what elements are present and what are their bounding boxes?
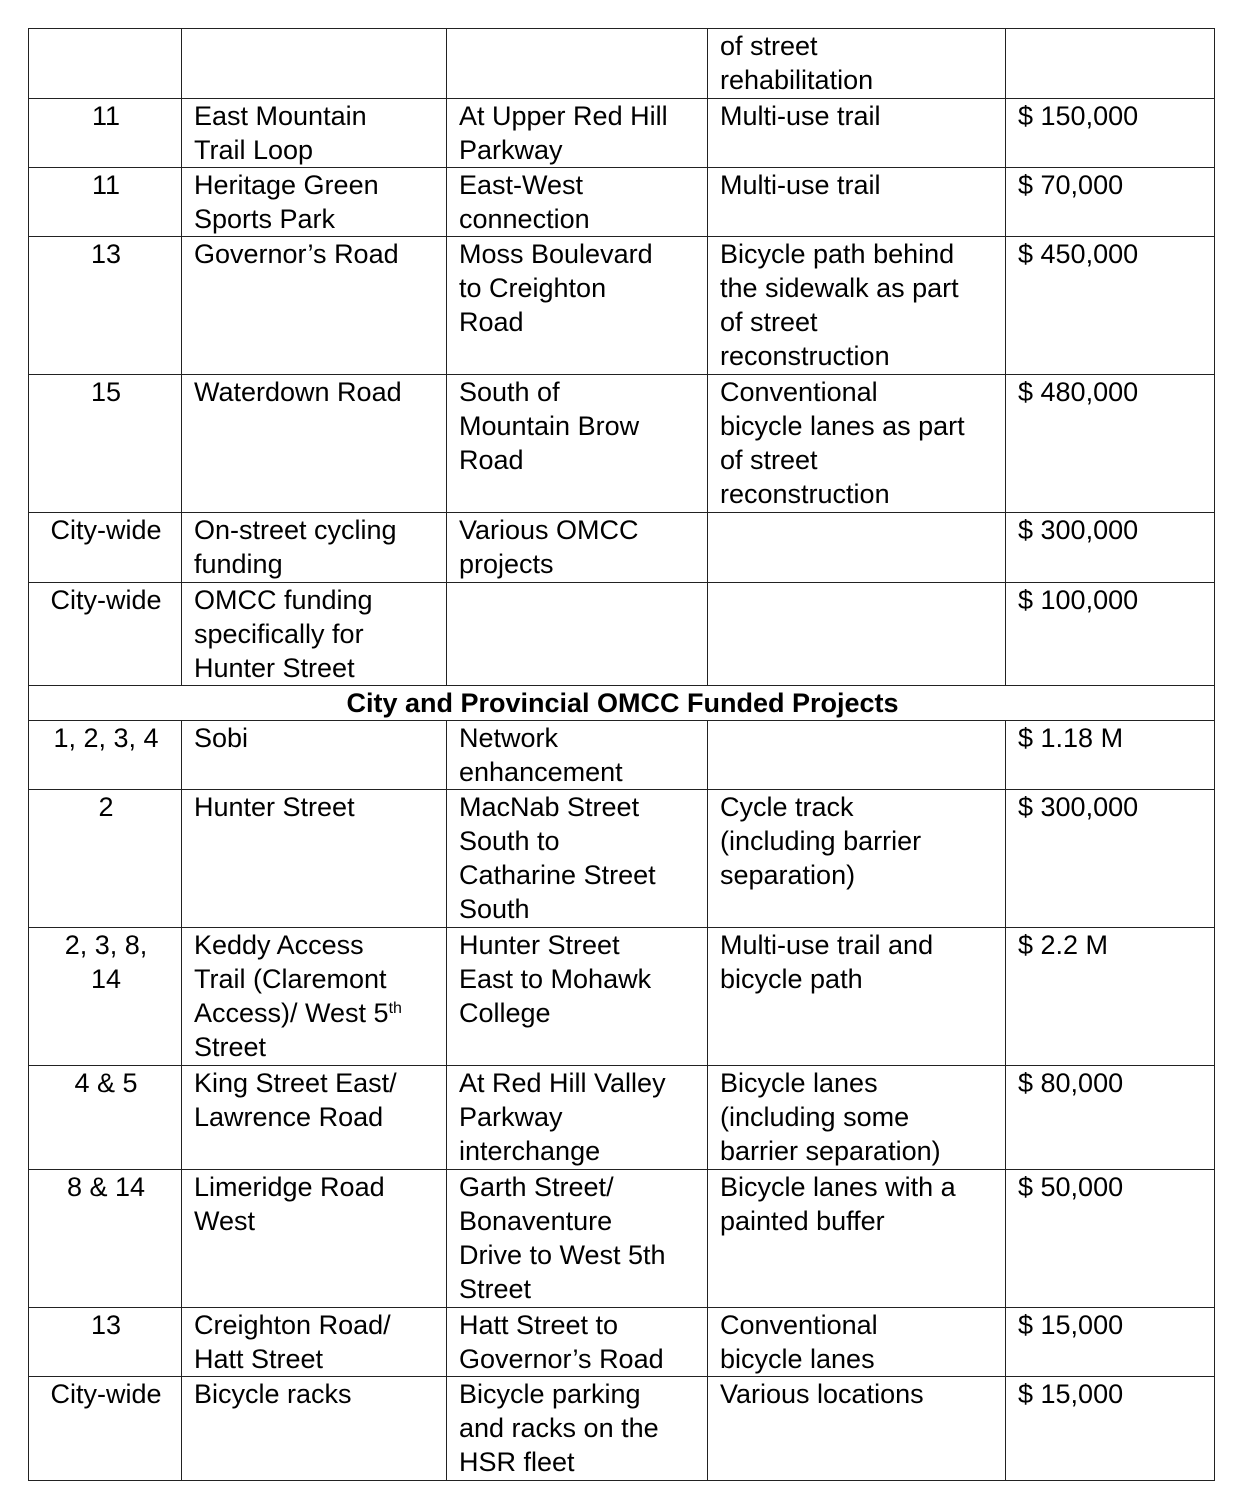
project-name-cell: Governor’s Road <box>182 237 447 375</box>
location-cell: Hunter Street East to Mohawk College <box>447 928 708 1066</box>
table-row <box>29 928 1215 1066</box>
table-row <box>29 513 1215 583</box>
project-name-cell: Bicycle racks <box>182 1377 447 1481</box>
description-cell: Multi-use trail <box>708 99 1006 168</box>
location-cell: MacNab Street South to Catharine Street South <box>447 790 708 928</box>
location-cell: Hatt Street to Governor’s Road <box>447 1308 708 1377</box>
ward-cell: 8 & 14 <box>29 1170 182 1308</box>
location-cell <box>447 583 708 686</box>
cost-cell: $ 300,000 <box>1006 513 1215 583</box>
table-row <box>29 1066 1215 1170</box>
project-name-cell: East Mountain Trail Loop <box>182 99 447 168</box>
project-name-text: Keddy Access Trail (Claremont Access)/ West 5 <box>194 930 389 1028</box>
ward-cell: City-wide <box>29 583 182 686</box>
description-cell: Cycle track (including barrier separation) <box>708 790 1006 928</box>
description-cell: Conventional bicycle lanes as part of street reconstruction <box>708 375 1006 513</box>
ordinal-suffix: th <box>388 1000 402 1017</box>
table-row <box>29 1308 1215 1377</box>
project-name-cell <box>182 928 447 1066</box>
project-name-cell: Creighton Road/ Hatt Street <box>182 1308 447 1377</box>
section-heading: City and Provincial OMCC Funded Projects <box>29 686 1215 721</box>
ward-cell <box>29 29 182 99</box>
ward-cell: 2 <box>29 790 182 928</box>
table-row <box>29 790 1215 928</box>
description-cell <box>708 583 1006 686</box>
description-cell: Bicycle lanes (including some barrier separation) <box>708 1066 1006 1170</box>
cost-cell: $ 50,000 <box>1006 1170 1215 1308</box>
location-cell <box>447 29 708 99</box>
location-cell: At Red Hill Valley Parkway interchange <box>447 1066 708 1170</box>
cost-cell <box>1006 29 1215 99</box>
ward-cell: City-wide <box>29 1377 182 1481</box>
cost-cell: $ 2.2 M <box>1006 928 1215 1066</box>
ward-cell: 11 <box>29 168 182 237</box>
project-name-cell: King Street East/ Lawrence Road <box>182 1066 447 1170</box>
table-row <box>29 29 1215 99</box>
cost-cell: $ 450,000 <box>1006 237 1215 375</box>
cost-cell: $ 1.18 M <box>1006 721 1215 790</box>
description-cell <box>708 721 1006 790</box>
location-cell: At Upper Red Hill Parkway <box>447 99 708 168</box>
location-cell: Network enhancement <box>447 721 708 790</box>
cost-cell: $ 480,000 <box>1006 375 1215 513</box>
ward-cell: 4 & 5 <box>29 1066 182 1170</box>
projects-table-body <box>29 29 1215 1481</box>
cost-cell: $ 150,000 <box>1006 99 1215 168</box>
cost-cell: $ 80,000 <box>1006 1066 1215 1170</box>
description-cell <box>708 513 1006 583</box>
table-row <box>29 721 1215 790</box>
description-cell: Multi-use trail <box>708 168 1006 237</box>
project-name-cell: Hunter Street <box>182 790 447 928</box>
ward-cell: 13 <box>29 237 182 375</box>
table-row <box>29 237 1215 375</box>
location-cell: Garth Street/ Bonaventure Drive to West 5th Street <box>447 1170 708 1308</box>
project-name-cell: On-street cycling funding <box>182 513 447 583</box>
table-row <box>29 375 1215 513</box>
project-name-text-end: Street <box>194 1032 267 1062</box>
location-cell: Various OMCC projects <box>447 513 708 583</box>
cost-cell: $ 300,000 <box>1006 790 1215 928</box>
projects-table <box>28 28 1215 1481</box>
project-name-cell <box>182 29 447 99</box>
table-row <box>29 168 1215 237</box>
ward-cell: 11 <box>29 99 182 168</box>
location-cell: South of Mountain Brow Road <box>447 375 708 513</box>
table-row <box>29 583 1215 686</box>
ward-cell: City-wide <box>29 513 182 583</box>
project-name-cell: Limeridge Road West <box>182 1170 447 1308</box>
ward-cell: 2, 3, 8, 14 <box>29 928 182 1066</box>
description-cell: Multi-use trail and bicycle path <box>708 928 1006 1066</box>
cost-cell: $ 15,000 <box>1006 1308 1215 1377</box>
project-name-cell: Sobi <box>182 721 447 790</box>
ward-cell: 15 <box>29 375 182 513</box>
description-cell: of street rehabilitation <box>708 29 1006 99</box>
description-cell: Bicycle lanes with a painted buffer <box>708 1170 1006 1308</box>
location-cell: Moss Boulevard to Creighton Road <box>447 237 708 375</box>
project-name-cell: Heritage Green Sports Park <box>182 168 447 237</box>
table-row <box>29 1170 1215 1308</box>
section-heading-row <box>29 686 1215 721</box>
ward-cell: 13 <box>29 1308 182 1377</box>
cost-cell: $ 70,000 <box>1006 168 1215 237</box>
location-cell: Bicycle parking and racks on the HSR fleet <box>447 1377 708 1481</box>
ward-cell: 1, 2, 3, 4 <box>29 721 182 790</box>
cost-cell: $ 15,000 <box>1006 1377 1215 1481</box>
cost-cell: $ 100,000 <box>1006 583 1215 686</box>
table-row <box>29 1377 1215 1481</box>
table-row <box>29 99 1215 168</box>
project-name-cell: Waterdown Road <box>182 375 447 513</box>
description-cell: Various locations <box>708 1377 1006 1481</box>
location-cell: East-West connection <box>447 168 708 237</box>
description-cell: Conventional bicycle lanes <box>708 1308 1006 1377</box>
description-cell: Bicycle path behind the sidewalk as part of street reconstruction <box>708 237 1006 375</box>
project-name-cell: OMCC funding specifically for Hunter Street <box>182 583 447 686</box>
